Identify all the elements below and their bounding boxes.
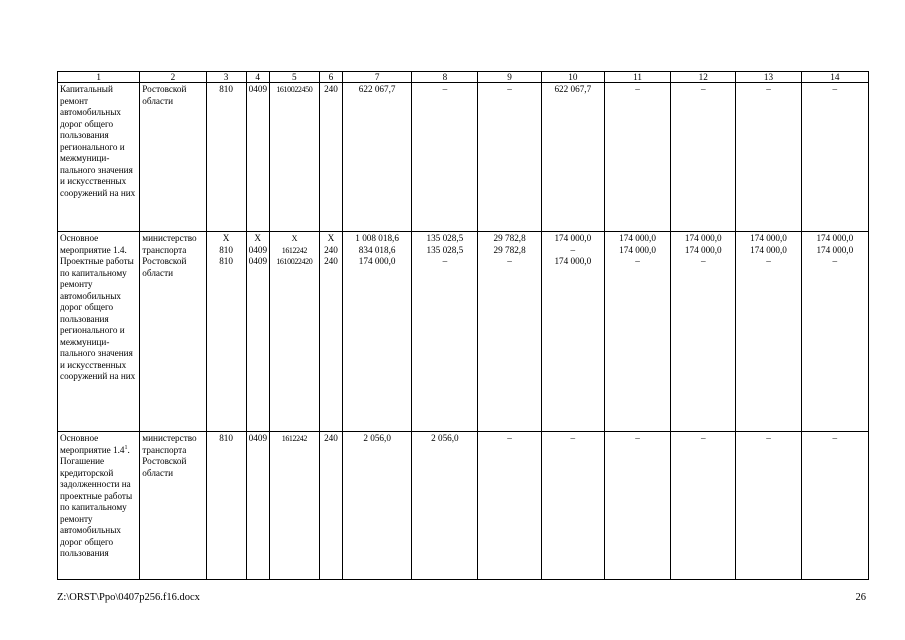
grbs-cell <box>206 232 246 432</box>
vr-cell <box>319 232 342 432</box>
table-row <box>58 432 869 580</box>
cell-value: 135 028,5 <box>426 233 464 243</box>
cell-value: 622 067,7 <box>554 84 592 94</box>
cell-value: 0409 <box>248 256 268 266</box>
cell-value: Х <box>254 233 262 243</box>
year-cell <box>671 232 736 432</box>
total-cell <box>343 232 412 432</box>
csr-cell <box>269 432 319 580</box>
rzpr-cell <box>246 432 269 580</box>
cell-value: – <box>700 84 706 94</box>
cell-value: 2 056,0 <box>431 433 459 443</box>
cell-value: 29 782,8 <box>493 244 526 255</box>
year-cell <box>541 232 604 432</box>
cell-value: – <box>766 433 771 443</box>
year-cell <box>801 83 868 232</box>
cell-value: 174 000,0 <box>554 233 592 243</box>
measure-name-cell: Капитальный ремонт автомобильных дорог общего пользования регионального и межмуници-пального значения и искусственных сооружений на них <box>58 83 140 232</box>
page-number: 26 <box>855 592 866 603</box>
cell-value: 810 <box>219 244 233 255</box>
table-row <box>58 83 869 232</box>
total-cell <box>343 83 412 232</box>
cell-value: Х <box>327 233 335 243</box>
cell-value: 0409 <box>248 244 268 255</box>
cell-value: Х <box>222 233 230 243</box>
year-cell <box>736 83 801 232</box>
year-cell <box>478 83 541 232</box>
column-header: 6 <box>319 72 342 83</box>
table-row <box>58 232 869 432</box>
cell-value: – <box>766 84 771 94</box>
header-row <box>58 72 869 83</box>
measure-name-cell: Основное мероприятие 1.4. Проектные работы по капитальному ремонту автомобильных дорог общего пользования регионального и межмуници-пального значения и искусственных сооружений на них <box>58 232 140 432</box>
cell-value: 2 056,0 <box>363 433 391 443</box>
grbs-cell <box>206 83 246 232</box>
csr-cell <box>269 232 319 432</box>
cell-value: – <box>442 256 448 266</box>
year-cell <box>604 83 670 232</box>
cell-value: – <box>507 84 512 94</box>
cell-value: 240 <box>324 256 338 266</box>
cell-value: 174 000,0 <box>619 244 656 255</box>
cell-value: 174 000,0 <box>750 233 787 243</box>
cell-value: 135 028,5 <box>426 244 464 255</box>
cell-value: 834 018,6 <box>358 244 396 255</box>
year-cell <box>801 432 868 580</box>
cell-value: 240 <box>324 84 338 94</box>
cell-value: 174 000,0 <box>684 233 722 243</box>
budget-table <box>57 71 869 580</box>
column-header: 12 <box>671 72 736 83</box>
csr-cell <box>269 83 319 232</box>
cell-value: – <box>507 256 512 266</box>
executor-cell: министерство транспорта Ростовской области <box>140 432 206 580</box>
cell-value: – <box>507 433 512 443</box>
column-header: 8 <box>412 72 478 83</box>
year-cell <box>541 83 604 232</box>
year-cell <box>671 83 736 232</box>
cell-value: – <box>442 84 448 94</box>
cell-value: 174 000,0 <box>750 244 787 255</box>
cell-value: Х <box>291 234 298 243</box>
year-cell <box>412 83 478 232</box>
vr-cell <box>319 432 342 580</box>
column-header: 2 <box>140 72 206 83</box>
column-header: 1 <box>58 72 140 83</box>
cell-value: – <box>635 433 640 443</box>
measure-name-suffix: . Погашение кредиторской задолженности на проектные работы по капитальному ремонту автомобильных дорог общего пользования <box>60 444 133 558</box>
year-cell <box>801 232 868 432</box>
cell-value: 174 000,0 <box>684 244 722 255</box>
year-cell <box>412 232 478 432</box>
cell-value: – <box>832 256 838 266</box>
year-cell <box>736 432 801 580</box>
cell-value: – <box>700 433 706 443</box>
cell-value: 0409 <box>248 433 268 443</box>
total-cell <box>343 432 412 580</box>
rzpr-cell <box>246 232 269 432</box>
column-header: 7 <box>343 72 412 83</box>
cell-value: 174 000,0 <box>554 256 592 266</box>
vr-cell <box>319 83 342 232</box>
measure-name-cell <box>58 432 140 580</box>
cell-value: 29 782,8 <box>493 233 526 243</box>
cell-value: 622 067,7 <box>358 84 396 94</box>
column-header: 11 <box>604 72 670 83</box>
cell-value: 174 000,0 <box>619 233 656 243</box>
cell-value: – <box>832 433 838 443</box>
executor-cell: Ростовской области <box>140 83 206 232</box>
year-cell <box>736 232 801 432</box>
year-cell <box>412 432 478 580</box>
year-cell <box>478 432 541 580</box>
column-header: 3 <box>206 72 246 83</box>
year-cell <box>604 432 670 580</box>
cell-value: 810 <box>219 433 233 443</box>
cell-value: – <box>700 256 706 266</box>
cell-value: – <box>570 244 576 255</box>
cell-value: – <box>570 433 576 443</box>
cell-value: 1612242 <box>281 434 307 443</box>
cell-value: – <box>832 84 838 94</box>
cell-value: 240 <box>324 244 338 255</box>
year-cell <box>541 432 604 580</box>
executor-cell: министерство транспорта Ростовской области <box>140 232 206 432</box>
column-header: 9 <box>478 72 541 83</box>
cell-value: 0409 <box>248 84 268 94</box>
rzpr-cell <box>246 83 269 232</box>
column-header: 5 <box>269 72 319 83</box>
cell-value: 174 000,0 <box>358 256 396 266</box>
cell-value: 810 <box>219 84 233 94</box>
cell-value: 174 000,0 <box>816 233 854 243</box>
column-header: 4 <box>246 72 269 83</box>
cell-value: 240 <box>324 433 338 443</box>
cell-value: – <box>766 256 771 266</box>
grbs-cell <box>206 432 246 580</box>
cell-value: 1 008 018,6 <box>355 233 399 243</box>
cell-value: 810 <box>219 256 233 266</box>
cell-value: – <box>635 84 640 94</box>
cell-value: 1612242 <box>281 245 307 255</box>
year-cell <box>478 232 541 432</box>
file-path: Z:\ORST\Ppo\0407p256.f16.docx <box>57 592 200 603</box>
cell-value: 174 000,0 <box>816 244 854 255</box>
cell-value: 1610022420 <box>276 257 313 266</box>
column-header: 13 <box>736 72 801 83</box>
column-header: 10 <box>541 72 604 83</box>
cell-value: 1610022450 <box>276 85 313 94</box>
measure-name-prefix: Основное мероприятие 1.4 <box>60 433 125 455</box>
column-header: 14 <box>801 72 868 83</box>
year-cell <box>604 232 670 432</box>
cell-value: – <box>635 256 640 266</box>
year-cell <box>671 432 736 580</box>
measure-name-superscript: 1 <box>124 444 128 451</box>
